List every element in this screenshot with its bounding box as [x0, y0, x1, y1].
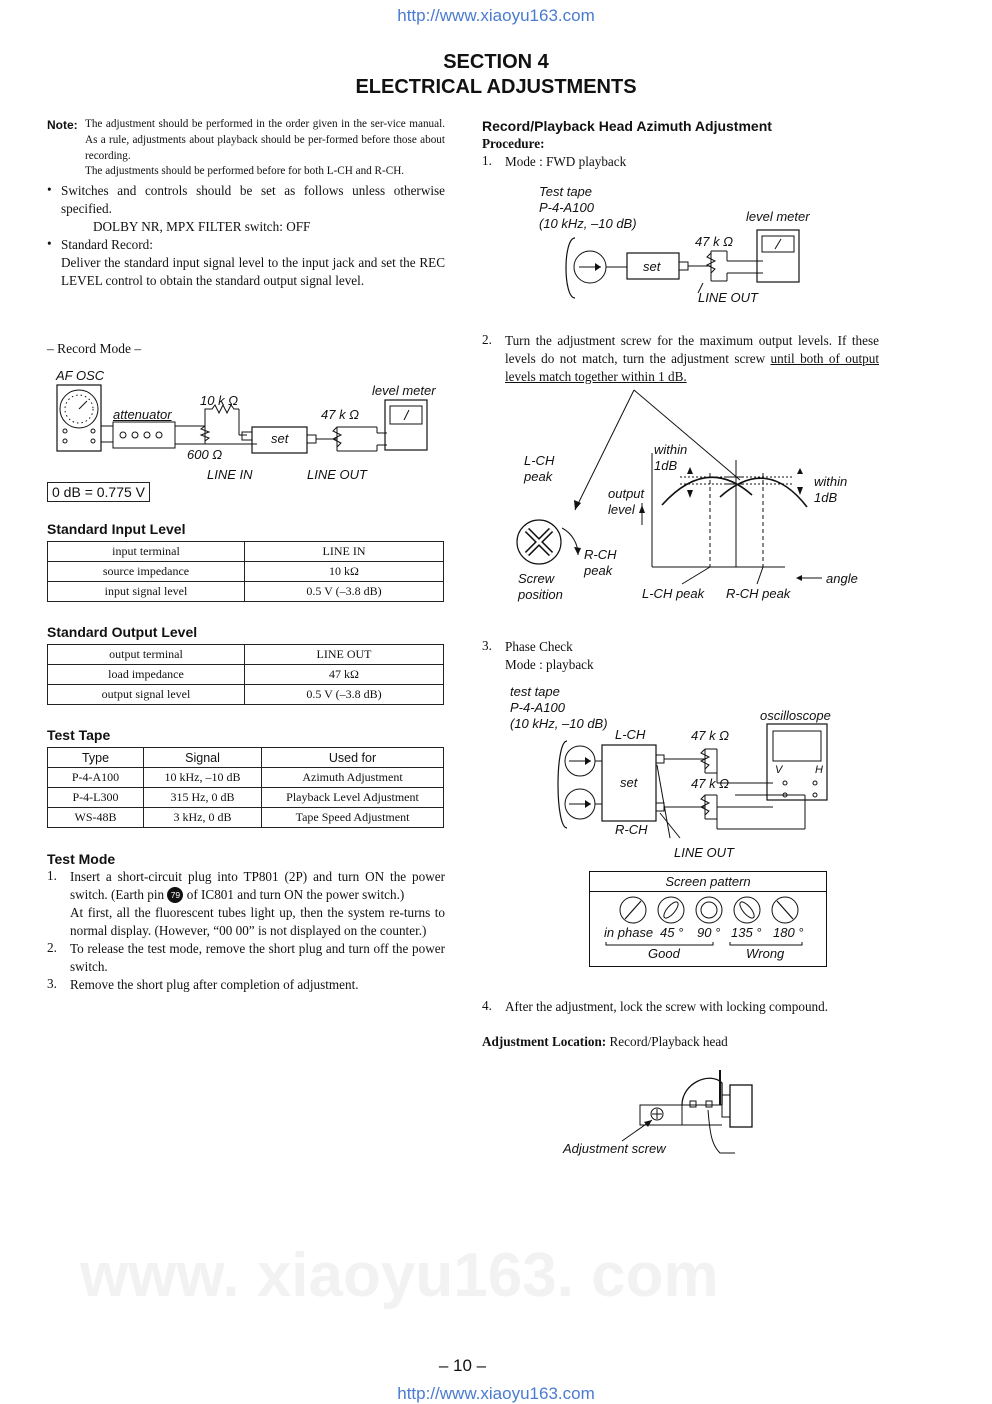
azimuth-step-1-text: Mode : FWD playback — [505, 154, 627, 169]
line-out-label: LINE OUT — [674, 845, 734, 860]
step-number: 2. — [482, 332, 492, 347]
screen-pattern-title: Screen pattern — [665, 874, 751, 889]
set-label: set — [271, 431, 289, 446]
step-2-text: Turn the adjustment screw for the maximum output levels. If these levels do not match, turn the adjustment screw — [505, 333, 879, 366]
note-text-2: The adjustments should be performed before for both L-CH and R-CH. — [85, 165, 405, 178]
step-1-text-a: Insert a short-circuit plug into TP801 (2P) and turn ON the power switch. (Earth pin — [70, 869, 445, 902]
output-level-label: output level — [608, 486, 645, 517]
table-cell: output terminal — [48, 645, 245, 665]
table-row — [48, 562, 444, 582]
resistor-10k-label: 10 k Ω — [200, 393, 239, 408]
section-title: SECTION 4 — [443, 51, 549, 73]
lch-peak-label: L-CH peak — [524, 453, 555, 484]
table-header-row — [48, 748, 444, 768]
test-mode-section — [47, 851, 445, 994]
azimuth-step-4 — [482, 998, 882, 1016]
azimuth-step-2-text — [505, 332, 879, 386]
test-mode-step-3-text: Remove the short plug after completion of adjustment. — [70, 977, 359, 992]
rch-peak-axis-label: R-CH peak — [726, 586, 791, 601]
table-row — [48, 665, 444, 685]
adjustment-location — [482, 1034, 728, 1050]
section-subtitle: ELECTRICAL ADJUSTMENTS — [355, 76, 637, 98]
step-number: 3. — [482, 638, 492, 653]
table-cell: P-4-L300 — [48, 788, 144, 808]
table-cell: Playback Level Adjustment — [262, 788, 444, 808]
record-mode-diagram — [47, 365, 445, 505]
table-cell: 10 kΩ — [245, 562, 444, 582]
table-cell: LINE OUT — [245, 645, 444, 665]
table-cell: Azimuth Adjustment — [262, 768, 444, 788]
table-row — [48, 542, 444, 562]
bullet-standard-record: • Standard Record: Deliver the standard input signal level to the input jack and set the REC LEVEL control to obtain the standard output signal level. — [47, 236, 445, 289]
step-1-text-b: of IC801 and turn ON the power switch.) — [183, 887, 405, 902]
bullet-switches-text: Switches and controls should be set as follows unless otherwise specified. — [61, 183, 445, 217]
azimuth-step-3-text: Phase Check — [505, 639, 573, 654]
table-cell: WS-48B — [48, 808, 144, 828]
level-meter-label: level meter — [746, 209, 810, 224]
test-mode-step-1 — [47, 868, 445, 940]
step-number: 1. — [482, 153, 492, 168]
within-1db-label-2: within 1dB — [814, 474, 848, 505]
screen-pattern-icons — [590, 872, 826, 966]
test-tape-label-2: P-4-A100 — [539, 200, 594, 215]
resistor-47k-label-b: 47 k Ω — [691, 776, 730, 791]
line-out-label: LINE OUT — [307, 467, 367, 482]
bullet-switches: • Switches and controls should be set as follows unless otherwise specified. DOLBY NR, MPX FILTER switch: OFF — [47, 182, 445, 235]
scope-h-label: H — [815, 764, 823, 776]
standard-input-title: Standard Input Level — [47, 521, 186, 537]
oscilloscope-label: oscilloscope — [760, 708, 831, 723]
test-mode-step-2 — [47, 940, 445, 976]
deg-135-label: 135 ° — [731, 925, 762, 940]
test-tape-label-3: (10 kHz, –10 dB) — [510, 716, 608, 731]
table-cell: input signal level — [48, 582, 245, 602]
good-label: Good — [648, 946, 680, 961]
table-row — [48, 808, 444, 828]
test-mode-title: Test Mode — [47, 851, 116, 867]
adjustment-location-value: Record/Playback head — [609, 1034, 728, 1049]
set-label: set — [643, 259, 661, 274]
azimuth-title: Record/Playback Head Azimuth Adjustment — [482, 118, 772, 134]
table-cell: 10 kHz, –10 dB — [144, 768, 262, 788]
test-tape-table — [47, 747, 444, 828]
screen-pattern-box — [589, 871, 827, 967]
adjustment-location-label: Adjustment Location: — [482, 1034, 607, 1049]
bullet-standard-record-title: Standard Record: — [61, 237, 153, 253]
table-cell: input terminal — [48, 542, 245, 562]
test-tape-label-2: P-4-A100 — [510, 700, 565, 715]
standard-input-section — [47, 521, 444, 602]
azimuth-graph — [482, 385, 882, 610]
table-row — [48, 768, 444, 788]
within-1db-label-1: within 1dB — [654, 442, 688, 473]
zero-db-box: 0 dB = 0.775 V — [47, 482, 150, 502]
record-mode-label: – Record Mode – — [47, 341, 142, 356]
azimuth-step-3-mode: Mode : playback — [505, 657, 594, 672]
watermark: www. xiaoyu163. com — [80, 1241, 719, 1310]
table-cell: 315 Hz, 0 dB — [144, 788, 262, 808]
standard-output-table — [47, 644, 444, 705]
test-mode-step-3 — [47, 976, 445, 994]
angle-label: angle — [826, 571, 858, 586]
test-tape-section — [47, 727, 444, 828]
resistor-47k-label-a: 47 k Ω — [691, 728, 730, 743]
line-out-label: LINE OUT — [698, 290, 758, 305]
table-row — [48, 788, 444, 808]
test-tape-label-1: Test tape — [539, 184, 593, 199]
note-text-1: The adjustment should be performed in the order given in the ser-vice manual. As a rule, adjustments about playback should be per-formed before those about recording. — [85, 118, 445, 162]
resistor-47k-label: 47 k Ω — [695, 234, 734, 249]
bullet-standard-record-text: Deliver the standard input signal level to the input jack and set the REC LEVEL control to obtain the standard output signal level. — [61, 255, 445, 289]
playback-diagram — [535, 183, 835, 313]
header-url[interactable]: http://www.xiaoyu163.com — [397, 6, 595, 25]
table-header: Type — [48, 748, 144, 768]
table-cell: 0.5 V (–3.8 dB) — [245, 582, 444, 602]
table-row — [48, 685, 444, 705]
standard-input-table — [47, 541, 444, 602]
table-cell: Tape Speed Adjustment — [262, 808, 444, 828]
table-header: Used for — [262, 748, 444, 768]
procedure-label: Procedure: — [482, 136, 545, 151]
table-cell: load impedance — [48, 665, 245, 685]
deg-90-label: 90 ° — [697, 925, 721, 940]
deg-180-label: 180 ° — [773, 925, 804, 940]
test-tape-label-3: (10 kHz, –10 dB) — [539, 216, 637, 231]
test-tape-label-1: test tape — [510, 684, 560, 699]
footer-url[interactable]: http://www.xiaoyu163.com — [397, 1384, 595, 1403]
table-cell: 0.5 V (–3.8 dB) — [245, 685, 444, 705]
azimuth-header — [482, 117, 882, 171]
set-label: set — [620, 775, 638, 790]
table-header: Signal — [144, 748, 262, 768]
note-block — [47, 117, 445, 180]
standard-output-section — [47, 624, 444, 705]
table-row — [48, 645, 444, 665]
resistor-47k-label: 47 k Ω — [321, 407, 360, 422]
test-mode-step-1-text — [70, 868, 445, 904]
azimuth-step-2 — [482, 332, 879, 386]
page-number: – 10 – — [438, 1356, 487, 1375]
adjustment-screw-label: Adjustment screw — [563, 1141, 666, 1156]
note-label: Note: — [47, 118, 78, 132]
test-tape-title: Test Tape — [47, 727, 111, 743]
left-column — [47, 117, 445, 290]
azimuth-step-3 — [482, 638, 879, 674]
table-cell: output signal level — [48, 685, 245, 705]
screw-position-label: Screw position — [518, 571, 563, 602]
in-phase-label: in phase — [604, 925, 654, 940]
step-number: 3. — [47, 976, 57, 991]
table-cell: 3 kHz, 0 dB — [144, 808, 262, 828]
phase-check-diagram — [505, 683, 835, 865]
lch-label: L-CH — [615, 727, 646, 742]
table-cell: P-4-A100 — [48, 768, 144, 788]
step-2-underlined: until both of output levels match together within 1 dB. — [505, 351, 880, 384]
azimuth-step-4-text: After the adjustment, lock the screw with locking compound. — [505, 999, 829, 1014]
level-meter-label: level meter — [372, 383, 436, 398]
table-cell: 47 kΩ — [245, 665, 444, 685]
table-cell: LINE IN — [245, 542, 444, 562]
head-drawing — [560, 1065, 780, 1165]
step-number: 1. — [47, 868, 57, 883]
standard-output-title: Standard Output Level — [47, 624, 198, 640]
line-in-label: LINE IN — [207, 467, 253, 482]
af-osc-label: AF OSC — [56, 368, 105, 383]
bullet-switches-sub: DOLBY NR, MPX FILTER switch: OFF — [93, 219, 311, 235]
step-number: 2. — [47, 940, 57, 955]
scope-v-label: V — [775, 764, 783, 776]
test-mode-step-1-note: At first, all the fluorescent tubes light up, then the system re-turns to normal display. (However, “00 00” is not displayed on the counter.) — [70, 905, 445, 938]
table-row — [48, 582, 444, 602]
attenuator-label: attenuator — [113, 407, 172, 422]
rch-label: R-CH — [615, 822, 648, 837]
lch-peak-axis-label: L-CH peak — [642, 586, 705, 601]
table-cell: source impedance — [48, 562, 245, 582]
step-number: 4. — [482, 998, 492, 1013]
test-mode-step-2-text: To release the test mode, remove the short plug and turn off the power switch. — [70, 941, 445, 974]
wrong-label: Wrong — [746, 946, 785, 961]
resistor-600-label: 600 Ω — [187, 447, 223, 462]
azimuth-step-1 — [482, 153, 882, 171]
deg-45-label: 45 ° — [660, 925, 684, 940]
pin-number: 79 — [167, 887, 183, 903]
rch-peak-label: R-CH peak — [584, 547, 617, 578]
